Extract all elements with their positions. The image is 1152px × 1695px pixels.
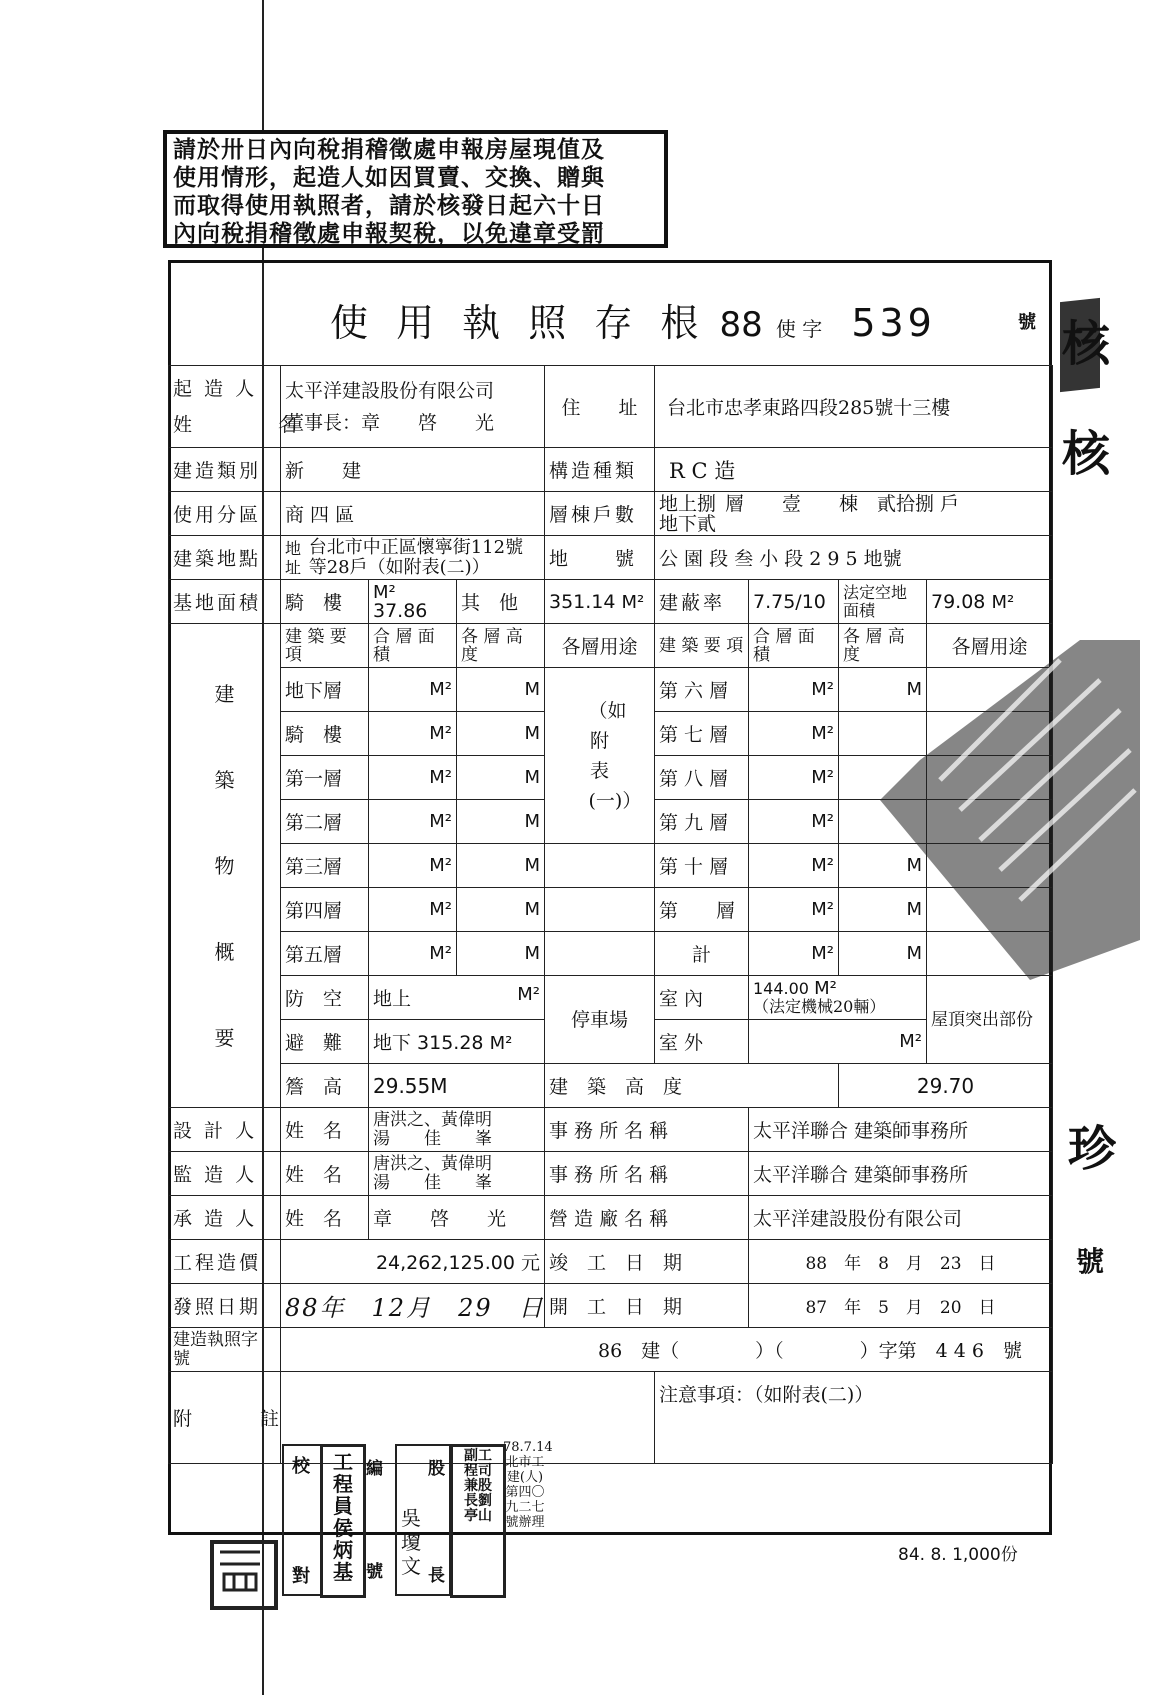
edge-char: 核 xyxy=(1062,316,1111,372)
reference-text: 78.7.14北市工建(人)第四〇九二七號辦理 xyxy=(503,1440,553,1530)
edge-char: 珍 xyxy=(1068,1121,1117,1177)
area-unit: M² xyxy=(749,932,839,976)
name-label: 姓 名 xyxy=(281,1108,369,1152)
owner-label-a: 起 造 人 xyxy=(173,377,258,400)
area-unit: M² xyxy=(749,756,839,800)
area-unit: M² xyxy=(369,668,457,712)
height-unit: M xyxy=(839,888,927,932)
arcade-unit: M² xyxy=(373,581,396,603)
zone-value: 商 四 區 xyxy=(281,492,545,536)
use-cell xyxy=(545,932,655,976)
contractor-label: 承 造 人 xyxy=(169,1196,281,1240)
notice-line: 內向稅捐稽徵處申報契稅，以免違章受罰 xyxy=(173,220,605,247)
area-unit: M² xyxy=(369,712,457,756)
permit-hao: 號 xyxy=(1018,312,1036,333)
open-space-cell xyxy=(927,580,1053,624)
height-unit: M xyxy=(457,668,545,712)
shelter-above-cell xyxy=(369,976,545,1020)
reference-stamp xyxy=(503,1440,553,1590)
head-area: 合 層 面 積 xyxy=(369,624,457,668)
eave-value: 29.55M xyxy=(369,1064,545,1108)
build-type-label: 建造類別 xyxy=(169,448,281,492)
section-chief-stamp xyxy=(395,1444,451,1596)
floor-label: 地下層 xyxy=(281,668,369,712)
stamp-char: 號 xyxy=(366,1562,383,1582)
floor-label: 第四層 xyxy=(281,888,369,932)
area-unit: M² xyxy=(369,800,457,844)
stamp-char: 長 xyxy=(428,1566,445,1586)
open-space-value: 79.08 xyxy=(931,590,986,613)
indoor-value: 144.00 xyxy=(753,978,809,998)
designer-office: 太平洋聯合 建築師事務所 xyxy=(749,1108,1053,1152)
form-title: 使 用 執 照 存 根 xyxy=(330,301,707,345)
smudge-pattern-icon xyxy=(880,640,1140,980)
area-unit: M² xyxy=(369,844,457,888)
complete-label: 竣 工 日 期 xyxy=(545,1240,749,1284)
side-char: 要 xyxy=(214,1025,235,1050)
edit-stamp xyxy=(362,1444,392,1592)
edge-char: 核 xyxy=(1062,426,1111,482)
supervisor-name-2: 湯 佳 峯 xyxy=(373,1172,492,1193)
height-unit: M xyxy=(457,800,545,844)
site-label: 建築地點 xyxy=(169,536,281,580)
height-unit: M xyxy=(457,756,545,800)
site-cell xyxy=(281,536,545,580)
zone-label: 使用分區 xyxy=(169,492,281,536)
floor-label-right: 第 七 層 xyxy=(655,712,749,756)
head-item: 建 築 要 項 xyxy=(281,624,369,668)
floor-label-right: 第 九 層 xyxy=(655,800,749,844)
start-date: 87 年 5 月 20 日 xyxy=(749,1284,1053,1328)
owner-label xyxy=(169,366,338,448)
structure-label: 構造種類 xyxy=(545,448,655,492)
area-unit: M² xyxy=(489,1033,513,1054)
stamp-char: 股 xyxy=(428,1459,445,1479)
side-char: 建 xyxy=(214,681,235,706)
floor-label-right: 第 十 層 xyxy=(655,844,749,888)
height-unit: M xyxy=(457,932,545,976)
building-height-value: 29.70 xyxy=(839,1064,1053,1108)
deputy-engineer-stamp xyxy=(450,1444,506,1598)
floor-label-right: 第 層 xyxy=(655,888,749,932)
permit-year: 88 xyxy=(719,305,763,345)
form-print-info: 84. 8. 1,000份 xyxy=(898,1545,1018,1565)
structure-value: R C 造 xyxy=(655,448,1053,492)
head-item-right: 建 築 要 項 xyxy=(655,624,749,668)
designer-name-cell xyxy=(369,1108,545,1152)
shelter-label-2: 避 難 xyxy=(281,1020,369,1064)
floor-label: 第三層 xyxy=(281,844,369,888)
issue-date: 88年 12月 29 日 xyxy=(281,1284,545,1328)
office-label: 事 務 所 名 稱 xyxy=(545,1152,749,1196)
floor-label: 第二層 xyxy=(281,800,369,844)
attached-use-cell xyxy=(545,668,655,844)
base-area-label: 基地面積 xyxy=(169,580,281,624)
stamp-char: 編 xyxy=(366,1459,383,1479)
outdoor-label: 室 外 xyxy=(655,1020,749,1064)
building-side-label xyxy=(169,624,281,1108)
head-height: 各 層 高 度 xyxy=(457,624,545,668)
remarks-note: 注意事項：（如附表(二)） xyxy=(655,1372,1053,1464)
outdoor-unit: M² xyxy=(749,1020,927,1064)
notice-line: 請於卅日內向稅捐稽徵處申報房屋現值及 xyxy=(173,136,605,163)
indoor-note: （法定機械20輛） xyxy=(753,996,886,1016)
shelter-label-1: 防 空 xyxy=(281,976,369,1020)
area-unit: M² xyxy=(749,712,839,756)
remarks-label: 附 註 xyxy=(169,1372,281,1464)
head-height-right: 各 層 高 度 xyxy=(839,624,927,668)
stamp-char: 對 xyxy=(292,1566,310,1587)
use-cell xyxy=(545,888,655,932)
firm-label: 營 造 廠 名 稱 xyxy=(545,1196,749,1240)
area-unit: M² xyxy=(369,756,457,800)
open-space-unit: M² xyxy=(991,591,1015,613)
coverage-label: 建蔽率 xyxy=(655,580,749,624)
floor-label: 騎 樓 xyxy=(281,712,369,756)
contractor-firm: 太平洋建設股份有限公司 xyxy=(749,1196,1053,1240)
permit-value: 86 建（ ）（ ）字第 4 4 6 號 xyxy=(281,1328,1053,1372)
owner-name-cell xyxy=(281,366,545,448)
check-stamp xyxy=(282,1444,322,1596)
eave-label: 簷 高 xyxy=(281,1064,369,1108)
issue-label: 發照日期 xyxy=(169,1284,281,1328)
floor-label-right: 第 六 層 xyxy=(655,668,749,712)
arcade-value: 37.86 xyxy=(373,599,428,622)
permit-label: 建造執照字 號 xyxy=(169,1328,281,1372)
stamp-char: 校 xyxy=(292,1456,310,1477)
other-unit: M² xyxy=(621,591,645,613)
lot-label: 地 號 xyxy=(545,536,655,580)
contractor-name: 章 啓 光 xyxy=(369,1196,545,1240)
name-label: 姓 名 xyxy=(281,1196,369,1240)
supervisor-label: 監 造 人 xyxy=(169,1152,281,1196)
cost-value: 24,262,125.00 元 xyxy=(281,1240,545,1284)
seal-pattern-icon xyxy=(214,1544,266,1598)
floors-label: 層棟戶數 xyxy=(545,492,655,536)
side-char: 概 xyxy=(214,939,235,964)
site-address-2: 等28戶（如附表(二)） xyxy=(308,556,490,578)
floors-rest: 層 壹 棟 貳拾捌 戶 xyxy=(725,492,960,515)
area-unit: M² xyxy=(749,888,839,932)
parking-label: 停車場 xyxy=(545,976,655,1064)
shelter-below: 地下 315.28 xyxy=(373,1032,484,1054)
floors-above: 地上捌 xyxy=(659,492,717,515)
head-use-right: 各層用途 xyxy=(927,624,1053,668)
area-unit: M² xyxy=(517,984,540,1005)
area-unit: M² xyxy=(369,888,457,932)
building-height-label: 建 築 高 度 xyxy=(545,1064,839,1108)
other-label: 其 他 xyxy=(457,580,545,624)
lot-value: 公 園 段 叁 小 段 2 9 5 地號 xyxy=(655,536,1053,580)
engineer-name: 工程員侯炳基 xyxy=(333,1450,353,1584)
notice-line: 使用情形，起造人如因買賣、交換、贈與 xyxy=(173,164,605,191)
section-chief-name: 吳瓊文 xyxy=(401,1506,421,1578)
side-char: 築 xyxy=(214,767,235,792)
notice-line: 而取得使用執照者，請於核發日起六十日 xyxy=(173,192,605,219)
owner-company: 太平洋建設股份有限公司 xyxy=(285,379,495,402)
supervisor-name-cell xyxy=(369,1152,545,1196)
arcade-area-cell xyxy=(369,580,457,624)
designer-name-2: 湯 佳 峯 xyxy=(373,1128,492,1149)
other-area-cell xyxy=(545,580,655,624)
height-unit: M xyxy=(457,844,545,888)
height-unit: M xyxy=(839,932,927,976)
floors-below: 地下貳 xyxy=(659,512,717,535)
deputy-name: 副工程司兼股長劉亭山 xyxy=(464,1448,492,1524)
height-unit: M xyxy=(839,668,927,712)
indoor-label: 室 內 xyxy=(655,976,749,1020)
site-prefix: 地址 xyxy=(285,538,302,577)
total-label: 計 xyxy=(655,932,749,976)
area-unit: M² xyxy=(369,932,457,976)
owner-address: 台北市忠孝東路四段285號十三樓 xyxy=(655,366,1053,448)
open-space-label: 法定空地面積 xyxy=(839,580,927,624)
cost-label: 工程造價 xyxy=(169,1240,281,1284)
head-area-right: 合 層 面 積 xyxy=(749,624,839,668)
designer-name-1: 唐洪之、黃偉明 xyxy=(373,1109,492,1130)
area-unit: M² xyxy=(749,844,839,888)
permit-zi: 使 字 xyxy=(775,317,823,341)
side-char: 物 xyxy=(214,853,235,878)
form-title-row xyxy=(330,292,1050,345)
site-address-1: 台北市中正區懷寧街112號 xyxy=(308,536,524,558)
designer-label: 設 計 人 xyxy=(169,1108,281,1152)
floor-label: 第五層 xyxy=(281,932,369,976)
arcade-label: 騎 樓 xyxy=(281,580,369,624)
area-unit: M² xyxy=(749,668,839,712)
shelter-above: 地上 xyxy=(373,988,412,1010)
office-label: 事 務 所 名 稱 xyxy=(545,1108,749,1152)
engineer-stamp xyxy=(320,1444,366,1598)
scan-smudge xyxy=(880,640,1140,980)
seal-icon xyxy=(210,1540,278,1610)
area-unit: M² xyxy=(749,800,839,844)
use-cell xyxy=(545,844,655,888)
height-unit: M xyxy=(457,712,545,756)
floor-label: 第一層 xyxy=(281,756,369,800)
build-type-value: 新 建 xyxy=(281,448,545,492)
name-label: 姓 名 xyxy=(281,1152,369,1196)
floor-label-right: 第 八 層 xyxy=(655,756,749,800)
shelter-below-cell xyxy=(369,1020,545,1064)
owner-label-b: 姓 名 xyxy=(173,413,338,436)
start-label: 開 工 日 期 xyxy=(545,1284,749,1328)
area-unit: M² xyxy=(814,977,837,999)
height-unit: M xyxy=(457,888,545,932)
roof-label: 屋頂突出部份 xyxy=(927,976,1053,1064)
permit-number: 539 xyxy=(851,301,936,345)
head-use: 各層用途 xyxy=(545,624,655,668)
address-label: 住 址 xyxy=(545,366,655,448)
supervisor-name-1: 唐洪之、黃偉明 xyxy=(373,1153,492,1174)
supervisor-office: 太平洋聯合 建築師事務所 xyxy=(749,1152,1053,1196)
coverage-value: 7.75/10 xyxy=(749,580,839,624)
attached-note: （如附表(一)） xyxy=(588,699,642,812)
tax-notice-stamp xyxy=(163,130,668,248)
other-value: 351.14 xyxy=(549,590,616,613)
height-unit: M xyxy=(839,844,927,888)
complete-date: 88 年 8 月 23 日 xyxy=(749,1240,1053,1284)
indoor-cell xyxy=(749,976,927,1020)
floors-cell xyxy=(655,492,1053,536)
edge-char: 號 xyxy=(1076,1245,1105,1278)
owner-chairman: 董事長：章 啓 光 xyxy=(285,411,495,434)
